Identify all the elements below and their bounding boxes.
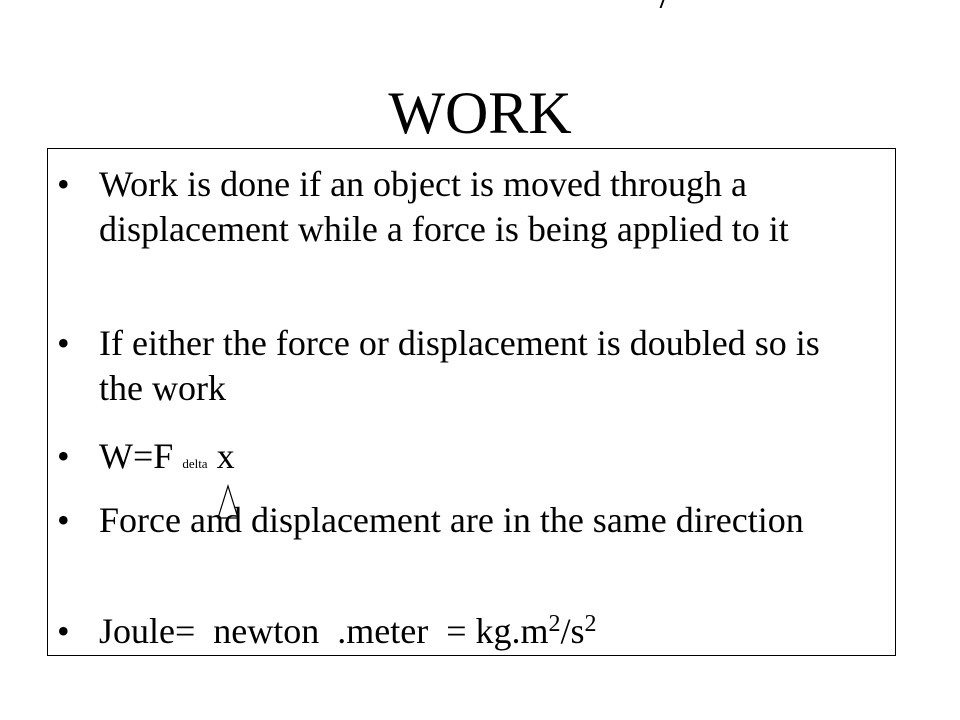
bullet-text: Work is done if an object is moved through a displacement while a force is being applied to it (99, 164, 789, 249)
bullet-point: • (57, 436, 70, 476)
units-prefix: Joule= newton .meter = kg.m (99, 611, 549, 651)
units-exponent: 2 (548, 611, 561, 637)
bullet-text: If either the force or displacement is doubled so is the work (99, 323, 820, 408)
units-slash: /s (560, 611, 585, 651)
formula-prefix: W=F (99, 436, 174, 476)
bullet-text: Force and displacement are in the same direction (99, 500, 804, 540)
bullet-point: • (57, 611, 70, 651)
stray-tick-mark (660, 0, 665, 8)
content-box (47, 148, 896, 656)
bullet-point: • (57, 323, 70, 363)
formula-text (99, 434, 869, 486)
delta-triangle-icon (216, 484, 240, 520)
units-text (99, 609, 869, 654)
bullet-point: • (57, 500, 70, 540)
bullet-point: • (57, 164, 70, 204)
formula-suffix: x (216, 436, 235, 476)
units-exponent: 2 (584, 611, 597, 637)
formula-delta-word: delta (182, 456, 208, 471)
slide-title: WORK (388, 80, 572, 146)
